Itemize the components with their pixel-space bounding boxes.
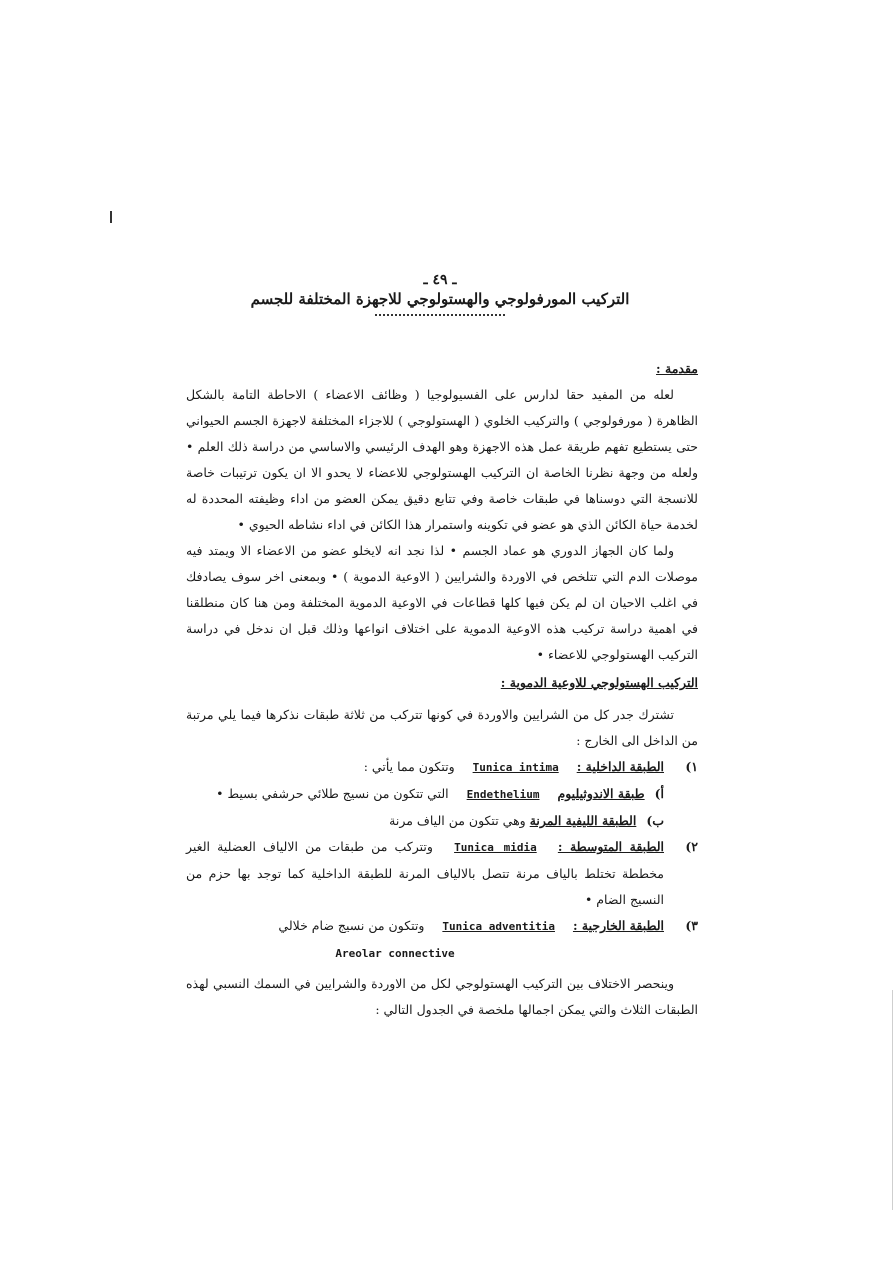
section-heading: التركيب الهستولوجي للاوعية الدموية : xyxy=(500,675,698,690)
sublayer-name: الطبقة الليفية المرنة xyxy=(529,813,637,828)
page-number: ـ ٤٩ ـ xyxy=(423,272,457,288)
layer-description: وتتكون مما يأتي : xyxy=(363,759,455,774)
sublayer-latin-term: Endethelium xyxy=(466,788,540,801)
title-underline xyxy=(375,314,505,316)
page-header xyxy=(180,272,700,316)
layer-body xyxy=(186,834,664,913)
document-body xyxy=(186,356,698,1023)
intro-heading: مقدمة : xyxy=(656,361,698,376)
layer-latin-term: Tunica intima xyxy=(472,761,559,774)
page-title: التركيب المورفولوجي والهستولوجي للاجهزة المختلفة للجسم xyxy=(250,290,630,308)
layer-latin-term: Tunica adventitia xyxy=(442,920,555,933)
layer-number: ١) xyxy=(685,759,698,774)
closing-paragraph: وينحصر الاختلاف بين التركيب الهستولوجي لكل من الاوردة والشرايين في السمك النسبي لهذه الطبقات الثلاث والتي يمكن اجمالها ملخصة في الجدول التالي : xyxy=(186,976,698,1017)
sublayer-description: وهي تتكون من الياف مرنة xyxy=(389,813,526,828)
sublayer-item-a xyxy=(186,781,698,808)
sublayer-name: طبقة الاندوثيليوم xyxy=(557,786,645,801)
layer-name: الطبقة الخارجية : xyxy=(572,918,664,933)
layer-description: وتتركب من طبقات من الالياف العضلية الغير مخططة تختلط بالياف مرنة تتصل بالالياف المرنة للطبقة الداخلية كما توجد بها حزم من النسيج الضام • xyxy=(186,839,664,907)
layer-description: وتتكون من نسيج ضام خلالي xyxy=(278,918,425,933)
layer-number: ٣) xyxy=(685,918,698,933)
intro-paragraph-1: لعله من المفيد حقا لدارس على الفسيولوجيا ( وظائف الاعضاء ) الاحاطة التامة بالشكل الظاهرة ( مورفولوجي ) والتركيب الخلوي ( الهستولوجي ) للاجزاء المختلفة لاجهزة الجسم الحيواني حتى يستطيع تفهم طريقة عمل هذه الاجهزة وهو الهدف الرئيسي والاساسي من دراسة ذلك العلم • ولعله من وجهة نظرنا الخاصة ان التركيب الهستولوجي للاعضاء لا يحدو الا ان يكون ترتيبات خاصة للانسجة التي دوسناها في طبقات خاصة وفي تتابع دقيق يمكن العضو من اداء وظيفته المحددة له لخدمة حياة الكائن الذي هو عضو في تكوينه واستمرار هذا الكائن في اداء نشاطه الحيوي • xyxy=(186,387,698,532)
layer-latin-term-2: Areolar connective xyxy=(335,947,455,960)
section-intro: تشترك جدر كل من الشرايين والاوردة في كونها تتركب من ثلاثة طبقات نذكرها فيما يلي مرتبة من الداخل الى الخارج : xyxy=(186,707,698,748)
layer-number: ٢) xyxy=(685,839,698,854)
sublayer-item-b xyxy=(186,808,698,834)
sublayer-letter: ب) xyxy=(646,813,664,828)
layer-body xyxy=(186,754,664,781)
layer-latin-term: Tunica midia xyxy=(454,841,537,854)
layer-name: الطبقة الداخلية : xyxy=(576,759,664,774)
intro-paragraph-2: ولما كان الجهاز الدوري هو عماد الجسم • لذا نجد انه لايخلو عضو من الاعضاء الا ويمتد فيه موصلات الدم التي تتلخص في الاوردة والشرايين ( الاوعية الدموية ) • وبمعنى اخر سوف يصادفك في اغلب الاحيان ان لم يكن فيها كلها قطاعات في الاوعية الدموية المختلفة ومن هنا كان منطلقنا في اهمية دراسة تركيب هذه الاوعية الدموية على اختلاف انواعها وذلك قبل ان ندخل في دراسة التركيب الهستولوجي للاعضاء • xyxy=(186,543,698,662)
layer-item-2 xyxy=(186,834,698,913)
page-margin-mark xyxy=(110,211,112,223)
layer-name: الطبقة المتوسطة : xyxy=(557,839,664,854)
sublayer-letter: أ) xyxy=(654,786,664,801)
layer-latin-term-2-row xyxy=(186,940,664,967)
layer-body xyxy=(186,913,664,967)
layer-item-1 xyxy=(186,754,698,781)
layer-item-3 xyxy=(186,913,698,967)
sublayer-description: التي تتكون من نسيج طلائي حرشفي بسيط • xyxy=(216,786,449,801)
